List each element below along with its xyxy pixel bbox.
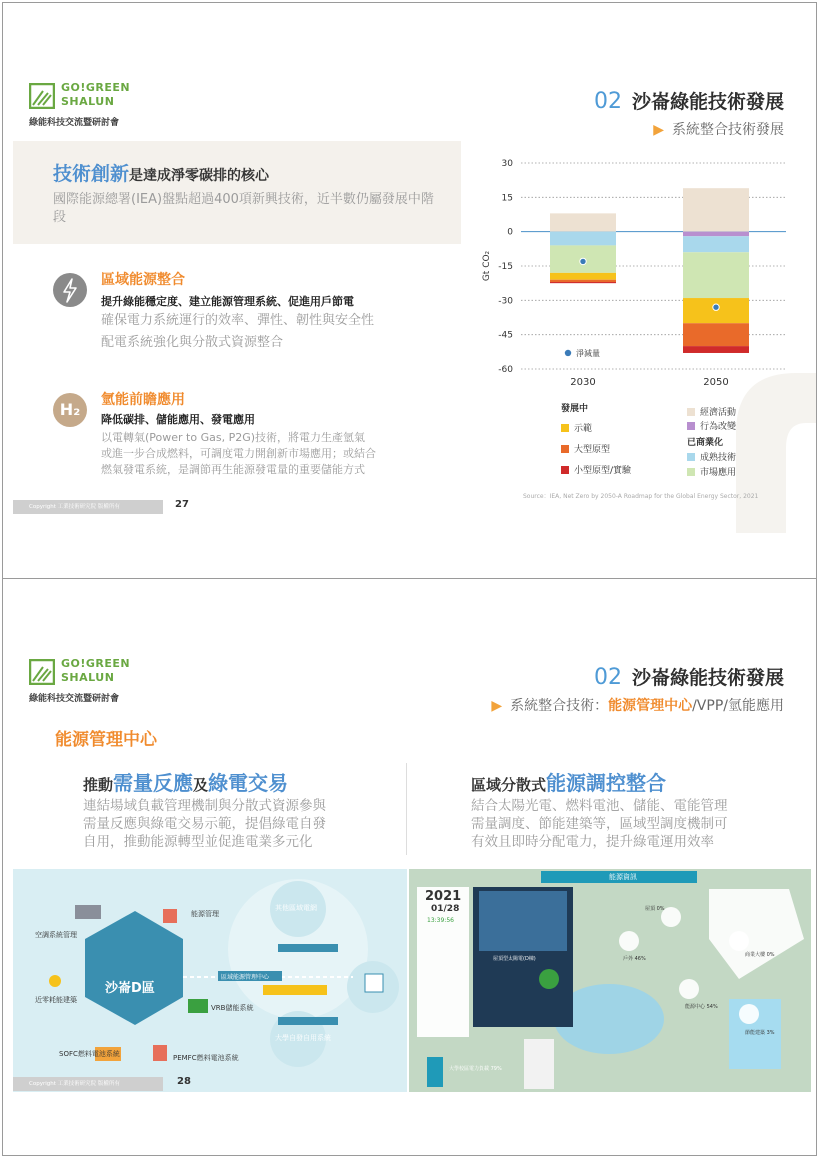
- legend-swatch: [687, 408, 695, 416]
- section-number: 02: [593, 89, 622, 114]
- x-tick-label: 2050: [703, 377, 729, 388]
- hero-title-rest: 是達成淨零碳排的核心: [129, 168, 270, 184]
- subtitle-highlight: 能源管理中心: [608, 698, 693, 714]
- y-tick-label: 30: [501, 159, 513, 169]
- legend-swatch: [687, 453, 695, 461]
- logo-line2: SHALUN: [61, 95, 115, 108]
- right-column-title: [471, 767, 666, 796]
- y-tick-label: -60: [498, 365, 513, 375]
- diagram-label: VRB儲能系統: [211, 1004, 254, 1012]
- diagram-label: 其他區域電網: [275, 904, 317, 912]
- legend-group-developing: 發展中: [561, 404, 589, 414]
- left-column-title: [83, 767, 288, 796]
- section-title: [594, 663, 784, 690]
- area-label: [745, 1029, 775, 1036]
- desc-line: 或進一步合成燃料，可調度電力開創新市場應用；或結合: [101, 447, 376, 460]
- section-title-text: 沙崙綠能技術發展: [631, 91, 784, 113]
- legend-label: 行為改變: [700, 422, 737, 432]
- legend-swatch: [561, 445, 569, 453]
- energy-system-diagram: [13, 869, 407, 1092]
- area-pct: 3%: [766, 1030, 775, 1036]
- area-label: [645, 905, 665, 912]
- desc-line: 配電系統強化與分散式資源整合: [101, 335, 284, 350]
- h2-icon: [53, 393, 87, 427]
- net-marker: [580, 258, 586, 264]
- item-bold-hydrogen: 降低碳排、儲能應用、發電應用: [101, 413, 255, 426]
- subtitle-suffix: /VPP/氫能應用: [692, 698, 784, 714]
- diagram-label: 區域能源管理中心: [221, 974, 270, 981]
- legend-item: [561, 442, 610, 455]
- diagram-label: SOFC燃料電池系統: [59, 1050, 120, 1058]
- logo-subtitle: 綠能科技交流暨研討會: [29, 118, 120, 128]
- legend-group-commercial: 已商業化: [687, 438, 724, 448]
- item-desc-hydrogen: [101, 430, 446, 478]
- logo-mark-icon: [29, 83, 55, 109]
- net-legend-marker: [565, 350, 571, 356]
- energy-center-heading: 能源管理中心: [55, 730, 157, 750]
- section-subtitle: [491, 695, 784, 715]
- footer-copyright: Copyright 工業技術研究院 版權所有: [13, 500, 163, 514]
- y-tick-label: -30: [498, 296, 513, 307]
- page-number: 28: [177, 1076, 191, 1087]
- footer-copyright: Copyright 工業技術研究院 版權所有: [13, 1077, 163, 1091]
- area-label: [745, 951, 775, 958]
- net-legend-label: 淨減量: [576, 348, 600, 358]
- legend-swatch: [687, 422, 695, 430]
- net-marker: [713, 304, 719, 310]
- desc-line: 自用，推動能源轉型並促進電業多元化: [83, 834, 313, 850]
- area-pct: 54%: [706, 1004, 718, 1010]
- diagram-label: 大學自發自用系統: [275, 1034, 331, 1042]
- legend-item: [687, 419, 736, 432]
- chart-source: Source：IEA, Net Zero by 2050-A Roadmap for the Global Energy Sector, 2021: [523, 493, 759, 500]
- h2-icon-text: H₂: [59, 400, 81, 419]
- bar-segment: [683, 346, 749, 353]
- bar-segment: [550, 282, 616, 283]
- dashboard-date: 01/28: [431, 904, 460, 914]
- legend-label: 經濟活動: [700, 408, 737, 418]
- logo-subtitle: 綠能科技交流暨研討會: [29, 694, 120, 704]
- title-part: 區域分散式: [471, 776, 547, 794]
- item-title-regional-energy: 區域能源整合: [101, 272, 185, 288]
- triangle-icon: ▶: [653, 122, 664, 138]
- logo-line1: GO!GREEN: [61, 657, 131, 670]
- area-name: 戶外: [623, 956, 634, 962]
- legend-label: 大型原型: [574, 445, 611, 455]
- hero-title: [53, 159, 269, 186]
- desc-line: 有效且即時分配電力，提升綠電運用效率: [471, 834, 714, 850]
- section-number: 02: [593, 665, 622, 690]
- area-name: 節能建築: [745, 1030, 766, 1036]
- area-pct: 0%: [766, 952, 775, 958]
- dashboard-map: [409, 869, 811, 1092]
- legend-label: 示範: [574, 424, 593, 434]
- item-bold-regional-energy: 提升綠能穩定度、建立能源管理系統、促進用戶節電: [101, 295, 354, 308]
- energy-dashboard: [409, 869, 811, 1092]
- bar-segment: [683, 188, 749, 231]
- column-divider: [406, 763, 407, 855]
- bar-segment: [683, 323, 749, 346]
- legend-item: [561, 421, 592, 434]
- emissions-chart: [481, 151, 801, 401]
- title-highlight: 能源調控整合: [546, 771, 667, 795]
- area-label: [685, 1003, 718, 1010]
- title-highlight: 綠電交易: [208, 771, 289, 795]
- y-tick-label: -15: [498, 262, 513, 272]
- diagram-label: 近零耗能建築: [35, 996, 77, 1004]
- x-tick-label: 2030: [570, 377, 596, 388]
- desc-line: 需量反應與綠電交易示範，提倡綠電自發: [83, 816, 326, 832]
- section-title-text: 沙崙綠能技術發展: [631, 667, 784, 689]
- area-name: 商業大樓: [745, 952, 766, 958]
- legend-swatch: [561, 424, 569, 432]
- logo-text: [61, 657, 130, 685]
- left-column-desc: [83, 797, 383, 851]
- logo-line1: GO!GREEN: [61, 81, 131, 94]
- y-tick-label: -45: [498, 330, 513, 341]
- dashboard-bottom-label: 大學校區電力負載 79%: [449, 1066, 502, 1072]
- bar-segment: [550, 213, 616, 231]
- desc-line: 確保電力系統運行的效率、彈性、韌性與安全性: [101, 313, 375, 328]
- logo: [29, 657, 189, 707]
- slide-28: [2, 578, 817, 1156]
- diagram-label: 空調系統管理: [35, 931, 77, 939]
- area-name: 屋頂: [645, 906, 656, 912]
- triangle-icon: ▶: [491, 698, 503, 714]
- area-label: [623, 955, 646, 962]
- area-pct: 0%: [656, 906, 665, 912]
- desc-line: 結合太陽光電、燃料電池、儲能、電能管理: [471, 798, 728, 814]
- desc-line: 需量調度、節能建築等，區域型調度機制可: [471, 816, 728, 832]
- logo-mark-icon: [29, 659, 55, 685]
- hero-description: 國際能源總署(IEA)盤點超過400項新興技術，近半數仍屬發展中階段: [53, 192, 434, 225]
- dashboard-year: 2021: [425, 889, 462, 904]
- area-name: 能源中心: [685, 1004, 706, 1010]
- legend-swatch: [561, 466, 569, 474]
- item-desc-regional-energy: [101, 310, 441, 354]
- bar-segment: [683, 232, 749, 237]
- y-tick-label: 0: [507, 227, 513, 238]
- diagram-center-label: 沙崙D區: [105, 981, 155, 996]
- desc-line: 燃氣發電系統，是調節再生能源發電量的重要儲能方式: [101, 463, 365, 476]
- logo: [29, 81, 189, 131]
- diagram-label: 能源管理: [191, 910, 219, 918]
- section-title: [594, 87, 784, 114]
- right-column-desc: [471, 797, 791, 851]
- legend-item: [561, 463, 631, 476]
- legend-swatch: [687, 468, 695, 476]
- bar-segment: [550, 273, 616, 280]
- dashboard-time: 13:39:56: [427, 917, 454, 924]
- chart-legend: [561, 401, 781, 481]
- diagram-label: PEMFC燃料電池系統: [173, 1054, 239, 1062]
- logo-text: [61, 81, 130, 109]
- section-subtitle: [653, 119, 784, 139]
- page-number: 27: [175, 499, 189, 510]
- bar-segment: [550, 280, 616, 282]
- legend-item: [687, 405, 736, 418]
- dashboard-panel-title: 屋頂型太陽電(D棟): [493, 956, 536, 962]
- bar-segment: [550, 232, 616, 246]
- area-pct: 46%: [634, 956, 646, 962]
- y-axis-label: Gt CO₂: [482, 250, 492, 282]
- bar-segment: [683, 252, 749, 298]
- desc-line: 以電轉氣(Power to Gas, P2G)技術，將電力生產氫氣: [101, 431, 366, 444]
- legend-label: 成熟技術: [700, 453, 737, 463]
- hero-box: [13, 141, 461, 244]
- section-subtitle-text: 系統整合技術發展: [672, 122, 784, 138]
- hero-title-highlight: 技術創新: [53, 163, 130, 185]
- title-highlight: 需量反應: [113, 771, 194, 795]
- legend-item: [687, 450, 736, 463]
- item-title-hydrogen: 氫能前瞻應用: [101, 392, 185, 408]
- desc-line: 連結場域負載管理機制與分散式資源參與: [83, 798, 326, 814]
- legend-item: [687, 465, 736, 478]
- title-part: 及: [193, 776, 209, 794]
- dashboard-header: 能源資訊: [609, 873, 637, 881]
- legend-label: 小型原型/實驗: [574, 466, 632, 476]
- bar-segment: [683, 236, 749, 252]
- subtitle-prefix: 系統整合技術：: [510, 698, 609, 714]
- legend-label: 市場應用: [700, 468, 737, 478]
- slide-27: [2, 2, 817, 579]
- lightning-icon: [53, 273, 87, 307]
- title-part: 推動: [83, 776, 114, 794]
- y-tick-label: 15: [501, 193, 513, 204]
- logo-line2: SHALUN: [61, 671, 115, 684]
